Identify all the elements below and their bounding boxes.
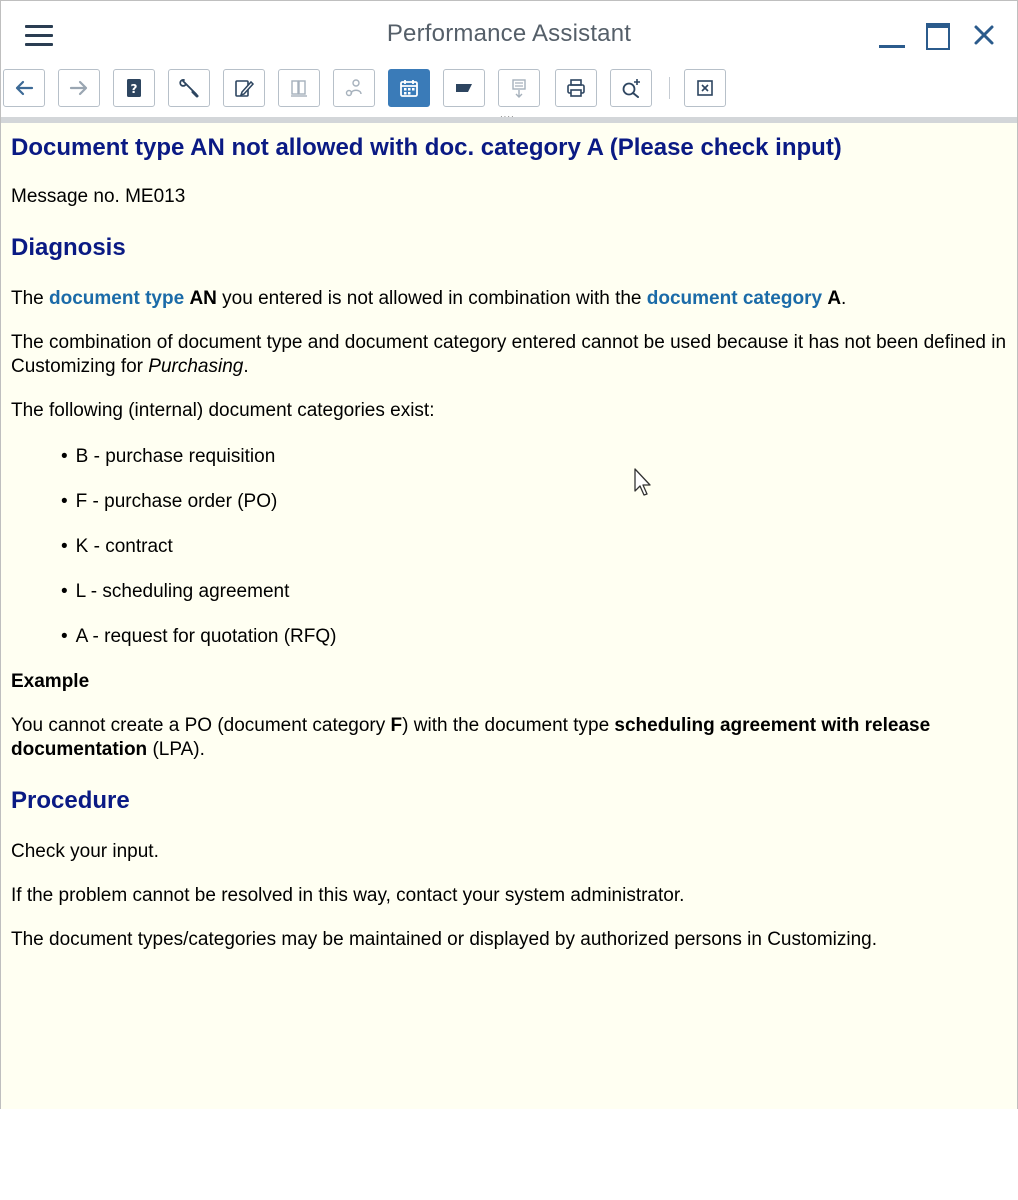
list-item: • F - purchase order (PO) xyxy=(61,490,1007,514)
document-category-link[interactable]: document category xyxy=(646,288,823,309)
message-content xyxy=(1,123,1017,1109)
diagnosis-paragraph-1 xyxy=(11,287,1007,311)
text-segment: . xyxy=(841,288,847,309)
text-segment: You cannot create a PO (document category xyxy=(11,715,391,736)
procedure-heading: Procedure xyxy=(11,787,130,814)
flag-tag-icon xyxy=(453,77,475,99)
title-bar xyxy=(1,1,1017,65)
list-item: • K - contract xyxy=(61,535,1007,559)
export-icon xyxy=(508,77,530,99)
category-list xyxy=(11,445,1007,649)
toolbar-separator xyxy=(669,77,670,99)
splitter-grip-icon[interactable]: ···· xyxy=(500,112,515,121)
message-title: Document type AN not allowed with doc. category A (Please check input) xyxy=(11,134,842,161)
text-segment: (LPA). xyxy=(147,739,205,760)
category-f-value: F xyxy=(390,715,403,736)
help-button[interactable] xyxy=(113,69,155,107)
minimize-button[interactable] xyxy=(877,20,907,50)
help-book-icon xyxy=(123,77,145,99)
svg-text:?: ? xyxy=(130,82,138,96)
diagnosis-paragraph-3: The following (internal) document categories exist: xyxy=(11,400,435,421)
window-title: Performance Assistant xyxy=(386,20,632,47)
print-button[interactable] xyxy=(555,69,597,107)
edit-document-icon xyxy=(233,77,255,99)
wrench-icon xyxy=(178,77,200,99)
lpa-type-name: scheduling agreement with release documentation xyxy=(11,715,931,760)
procedure-line-3: The document types/categories may be maintained or displayed by authorized persons in Customizing. xyxy=(11,929,878,950)
library-button[interactable] xyxy=(278,69,320,107)
example-heading: Example xyxy=(11,671,90,692)
doc-category-value: A xyxy=(827,288,842,309)
list-item: • A - request for quotation (RFQ) xyxy=(61,625,1007,649)
document-type-link[interactable]: document type xyxy=(49,288,185,309)
books-icon xyxy=(288,77,310,99)
text-segment: . xyxy=(243,356,249,377)
back-button[interactable] xyxy=(3,69,45,107)
export-button[interactable] xyxy=(498,69,540,107)
doc-type-value: AN xyxy=(189,288,217,309)
zoom-in-button[interactable] xyxy=(610,69,652,107)
user-settings-button[interactable] xyxy=(333,69,375,107)
text-segment: ) with the document type xyxy=(402,715,615,736)
toolbar xyxy=(1,65,1017,117)
settings-button[interactable] xyxy=(168,69,210,107)
forward-arrow-icon xyxy=(68,77,90,99)
procedure-line-2: If the problem cannot be resolved in this way, contact your system administrator. xyxy=(11,885,685,906)
person-settings-icon xyxy=(343,77,365,99)
message-number: Message no. ME013 xyxy=(11,186,186,207)
close-button[interactable] xyxy=(969,20,999,50)
back-arrow-icon xyxy=(13,77,35,99)
forward-button[interactable] xyxy=(58,69,100,107)
tag-button[interactable] xyxy=(443,69,485,107)
calendar-icon xyxy=(398,77,420,99)
close-icon xyxy=(969,20,999,50)
text-segment: you entered is not allowed in combination with the xyxy=(216,288,647,309)
search-plus-icon xyxy=(620,77,642,99)
close-document-button[interactable] xyxy=(684,69,726,107)
print-icon xyxy=(565,77,587,99)
text-segment: The xyxy=(11,288,50,309)
text-segment: The combination of document type and document category entered cannot be used because it has not been defined in Customizing for xyxy=(11,332,1007,377)
list-item: • L - scheduling agreement xyxy=(61,580,1007,604)
close-window-icon xyxy=(694,77,716,99)
diagnosis-heading: Diagnosis xyxy=(11,234,126,261)
window-controls xyxy=(877,19,999,51)
procedure-line-1: Check your input. xyxy=(11,841,159,862)
diagnosis-paragraph-2 xyxy=(11,331,1007,379)
maximize-icon xyxy=(926,23,950,50)
minimize-icon xyxy=(879,45,905,48)
maximize-button[interactable] xyxy=(923,20,953,50)
example-paragraph xyxy=(11,714,1007,762)
edit-button[interactable] xyxy=(223,69,265,107)
calendar-button[interactable] xyxy=(388,69,430,107)
purchasing-term: Purchasing xyxy=(148,356,244,377)
list-item: • B - purchase requisition xyxy=(61,445,1007,469)
